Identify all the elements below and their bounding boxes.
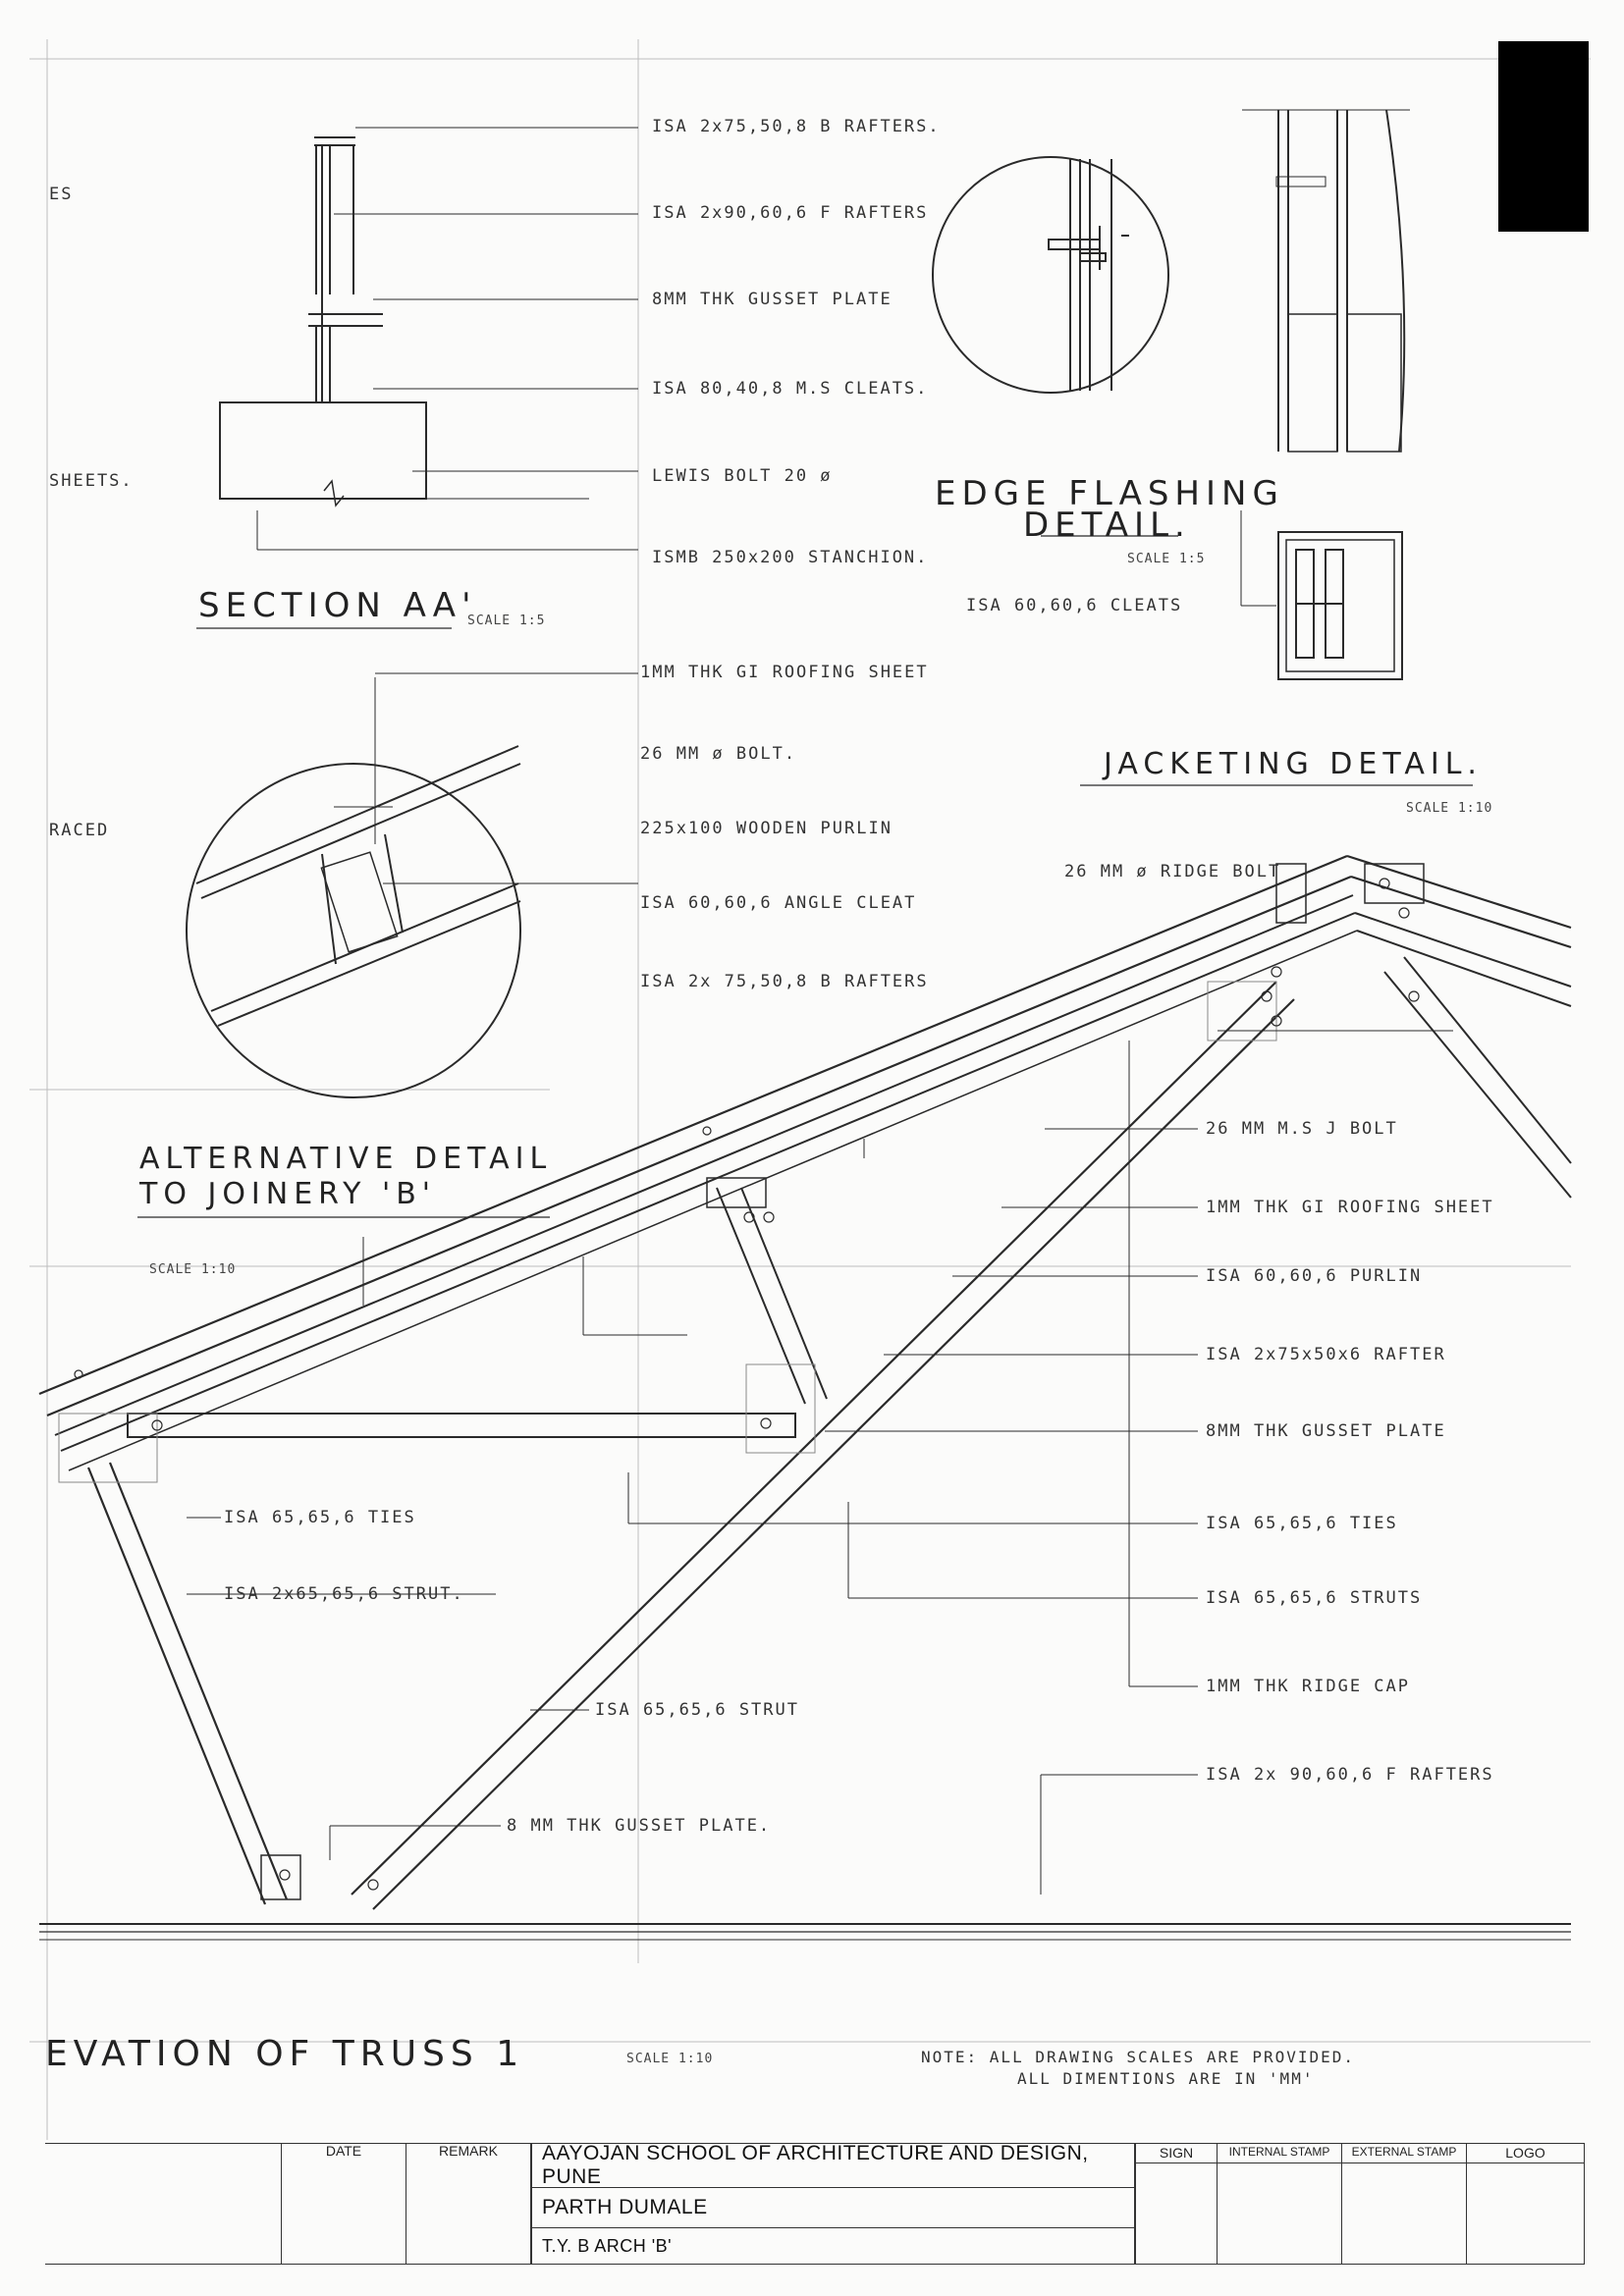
callout-f-rafters-2: ISA 2x 90,60,6 F RAFTERS [1206, 1765, 1494, 1785]
callout-gusset-bottom: 8 MM THK GUSSET PLATE. [507, 1816, 772, 1836]
section-aa-scale: SCALE 1:5 [467, 614, 546, 628]
student-name: PARTH DUMALE [531, 2187, 1135, 2228]
callout-ridge-bolt: 26 MM ø RIDGE BOLT [1064, 862, 1281, 881]
callout-gusset-plate: 8MM THK GUSSET PLATE [652, 290, 893, 309]
elevation-scale: SCALE 1:10 [626, 2052, 714, 2066]
edge-flashing-wall [1242, 110, 1410, 452]
callout-lewis-bolt: LEWIS BOLT 20 ø [652, 466, 833, 486]
callout-ms-cleats: ISA 80,40,8 M.S CLEATS. [652, 379, 929, 399]
note-line-2: ALL DIMENTIONS ARE IN 'MM' [1017, 2069, 1315, 2088]
construction-lines [29, 39, 1591, 2140]
jacketing-square [1241, 510, 1402, 679]
callout-gi-sheet: 1MM THK GI ROOFING SHEET [1206, 1198, 1494, 1217]
alternative-detail-circle [187, 673, 638, 1097]
callout-left-ties: ISA 65,65,6 TIES [224, 1508, 416, 1527]
callout-cleats: ISA 60,60,6 CLEATS [966, 596, 1183, 615]
left-partial-label: ES [49, 185, 74, 204]
school-name: AAYOJAN SCHOOL OF ARCHITECTURE AND DESIGN, PUNE [531, 2143, 1135, 2188]
callout-ridge-cap: 1MM THK RIDGE CAP [1206, 1677, 1410, 1696]
callout-wooden-purlin: 225x100 WOODEN PURLIN [640, 819, 893, 838]
sheets-label: SHEETS. [49, 471, 134, 491]
edge-flashing-title-1: EDGE FLASHING [935, 474, 1284, 513]
edge-flashing-circle [933, 157, 1168, 393]
callout-rafter: ISA 2x75x50x6 RAFTER [1206, 1345, 1446, 1364]
date-header: DATE [325, 2143, 362, 2159]
class-name: T.Y. B ARCH 'B' [531, 2227, 1135, 2265]
alternative-detail-scale: SCALE 1:10 [149, 1262, 237, 1277]
callout-struts: ISA 65,65,6 STRUTS [1206, 1588, 1423, 1608]
callout-bolt: 26 MM ø BOLT. [640, 744, 797, 764]
black-corner-block [1498, 41, 1589, 232]
callout-b-rafters-2: ISA 2x 75,50,8 B RAFTERS [640, 972, 929, 991]
logo-header: LOGO [1505, 2145, 1545, 2161]
raced-partial-label: RACED [49, 821, 110, 840]
callout-b-rafters: ISA 2x75,50,8 B RAFTERS. [652, 117, 941, 136]
callout-stanchion: ISMB 250x200 STANCHION. [652, 548, 929, 567]
callout-f-rafters: ISA 2x90,60,6 F RAFTERS [652, 203, 929, 223]
title-block [45, 2143, 1585, 2265]
alternative-detail-title-1: ALTERNATIVE DETAIL [139, 1142, 553, 1176]
edge-flashing-scale: SCALE 1:5 [1127, 552, 1206, 566]
callout-j-bolt: 26 MM M.S J BOLT [1206, 1119, 1398, 1139]
sign-header: SIGN [1159, 2145, 1194, 2161]
jacketing-scale: SCALE 1:10 [1406, 801, 1493, 816]
section-aa-title: SECTION AA' [198, 586, 477, 625]
alternative-detail-title-2: TO JOINERY 'B' [139, 1177, 437, 1211]
elevation-title: EVATION OF TRUSS 1 [45, 2034, 525, 2074]
callout-left-strut: ISA 2x65,65,6 STRUT. [224, 1584, 464, 1604]
section-aa-drawing [196, 128, 638, 628]
callout-gusset: 8MM THK GUSSET PLATE [1206, 1421, 1446, 1441]
callout-center-strut: ISA 65,65,6 STRUT [595, 1700, 799, 1720]
external-stamp-header: EXTERNAL STAMP [1351, 2145, 1457, 2159]
note-line-1: NOTE: ALL DRAWING SCALES ARE PROVIDED. [921, 2048, 1356, 2066]
callout-ties: ISA 65,65,6 TIES [1206, 1514, 1398, 1533]
jacketing-title: JACKETING DETAIL. [1104, 747, 1483, 781]
remark-header: REMARK [439, 2143, 498, 2159]
callout-roofing-sheet: 1MM THK GI ROOFING SHEET [640, 663, 929, 682]
callout-purlin: ISA 60,60,6 PURLIN [1206, 1266, 1423, 1286]
edge-flashing-title-2: DETAIL. [1023, 506, 1191, 545]
callout-angle-cleat: ISA 60,60,6 ANGLE CLEAT [640, 893, 917, 913]
internal-stamp-header: INTERNAL STAMP [1228, 2145, 1330, 2159]
